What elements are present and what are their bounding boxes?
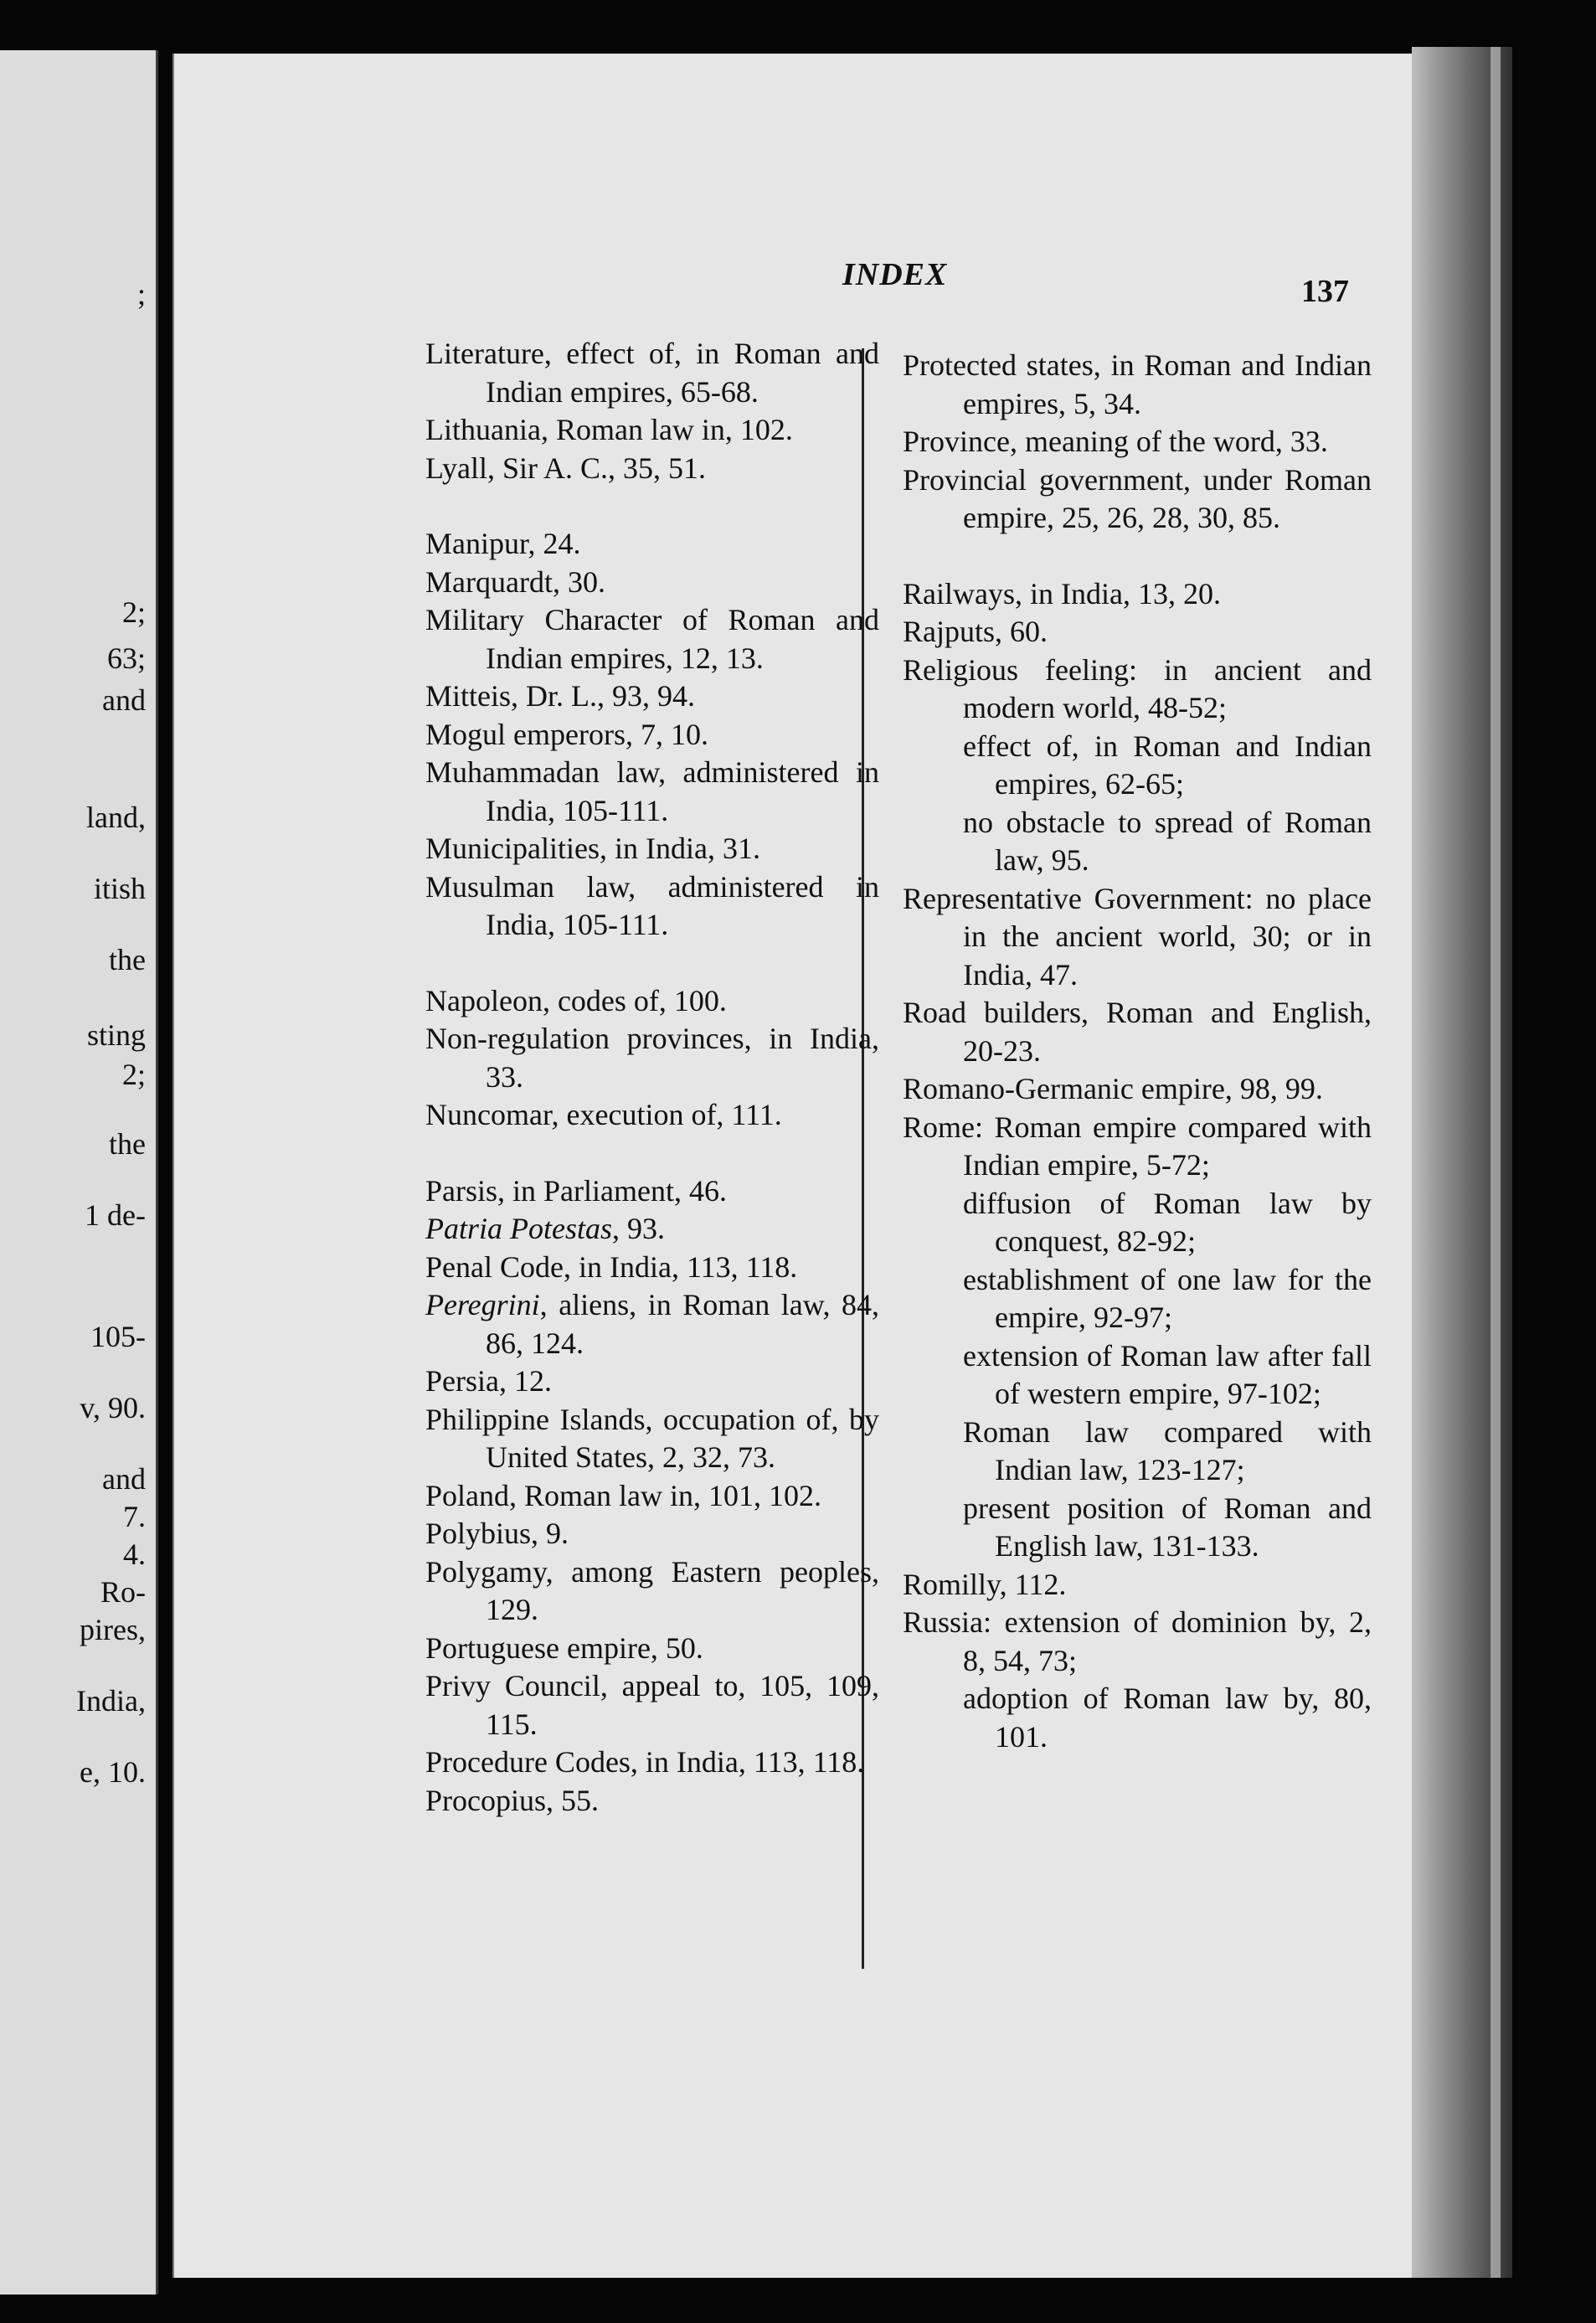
- index-entry-text: Romano-Germanic empire, 98, 99.: [903, 1072, 1323, 1105]
- facing-page-text-fragment: India,: [76, 1684, 146, 1718]
- index-entry: [425, 450, 879, 488]
- running-header-title: INDEX: [842, 257, 948, 292]
- index-entry-text: Lithuania, Roman law in, 102.: [425, 413, 793, 446]
- index-entry: [903, 423, 1372, 461]
- index-entry: [425, 677, 879, 716]
- index-entry-text: Nuncomar, execution of, 111.: [425, 1098, 782, 1131]
- facing-page-text-fragment: 105-: [90, 1320, 146, 1353]
- index-entry: [903, 1604, 1372, 1680]
- index-entry-text: Rajputs, 60.: [903, 615, 1048, 648]
- index-entry-text: Railways, in India, 13, 20.: [903, 576, 1221, 610]
- facing-page-text-fragment: ;: [136, 277, 146, 311]
- index-entry: [425, 1286, 879, 1362]
- index-entry: [425, 1515, 879, 1553]
- index-entry: [425, 1553, 879, 1630]
- index-entry: [903, 347, 1372, 423]
- index-entry-text: Military Character of Roman and Indian empires, 12, 13.: [425, 603, 879, 675]
- facing-page-text-fragment: the: [109, 943, 146, 976]
- index-entry-text: Provincial government, under Roman empire, 25, 26, 28, 30, 85.: [903, 462, 1372, 534]
- letter-group-gap: [425, 945, 879, 982]
- index-entry-text: Patria Potestas: [425, 1212, 612, 1245]
- facing-page-text-fragment: itish: [93, 872, 146, 905]
- index-entry-text: Penal Code, in India, 113, 118.: [425, 1249, 798, 1284]
- facing-page-text-fragment: land,: [86, 801, 146, 834]
- index-entry: [425, 1744, 879, 1782]
- index-entry: [903, 461, 1372, 538]
- index-subentry: [903, 1490, 1372, 1566]
- facing-page-text-fragment: and: [102, 683, 146, 717]
- index-entry: [425, 1172, 879, 1211]
- index-entry: [425, 830, 879, 868]
- index-entry: [903, 1070, 1372, 1109]
- index-entry: [425, 335, 879, 411]
- index-entry-text: Romilly, 112.: [903, 1567, 1067, 1601]
- index-subentry: [903, 1337, 1372, 1414]
- index-entry-text: no obstacle to spread of Roman law, 95.: [963, 805, 1372, 877]
- index-entry-text: Musulman law, administered in India, 105-111.: [425, 869, 879, 941]
- letter-group-gap: [903, 538, 1372, 575]
- index-entry: [903, 1109, 1372, 1185]
- index-entry: [425, 868, 879, 945]
- index-subentry: [903, 1680, 1372, 1756]
- facing-page-fragment: [0, 50, 158, 2295]
- index-entry-text: Persia, 12.: [425, 1364, 552, 1398]
- index-entry-text: Roman law compared with Indian law, 123-127;: [963, 1414, 1372, 1486]
- index-entry-text: Municipalities, in India, 31.: [425, 832, 760, 865]
- index-entry-text: Napoleon, codes of, 100.: [425, 983, 727, 1017]
- index-entry-text: Poland, Roman law in, 101, 102.: [425, 1478, 821, 1512]
- facing-page-text-fragment: Ro-: [100, 1575, 146, 1609]
- index-entry: [903, 994, 1372, 1070]
- index-entry-text: , aliens, in Roman law, 84, 86, 124.: [486, 1288, 879, 1360]
- index-entry-text: effect of, in Roman and Indian empires, 62-65;: [963, 729, 1372, 801]
- index-entry: [425, 1362, 879, 1401]
- index-entry: [425, 1477, 879, 1516]
- facing-page-text-fragment: 63;: [106, 641, 146, 675]
- index-entry-text: Religious feeling: in ancient and modern world, 48-52;: [903, 652, 1372, 724]
- index-entry: [425, 601, 879, 677]
- index-entry-text: present position of Roman and English law, 131-133.: [963, 1491, 1372, 1563]
- facing-page-text-fragment: pires,: [80, 1613, 146, 1646]
- index-entry-text: Representative Government: no place in the ancient world, 30; or in India, 47.: [903, 881, 1372, 992]
- index-entry: [425, 411, 879, 450]
- index-entry: [425, 1020, 879, 1096]
- index-entry: [425, 564, 879, 602]
- index-subentry: [903, 728, 1372, 804]
- index-entry: [903, 652, 1372, 728]
- index-entry: [425, 525, 879, 564]
- letter-group-gap: [425, 1135, 879, 1172]
- index-entry-text: establishment of one law for the empire, 92-97;: [963, 1262, 1372, 1334]
- index-entry-text: Polybius, 9.: [425, 1517, 569, 1550]
- index-entry-text: Procopius, 55.: [425, 1783, 599, 1817]
- index-entry-text: diffusion of Roman law by conquest, 82-92;: [963, 1186, 1372, 1258]
- index-subentry: [903, 1185, 1372, 1261]
- index-column-right: [903, 347, 1372, 1756]
- index-subentry: [903, 1261, 1372, 1337]
- facing-page-text-fragment: e, 10.: [80, 1755, 146, 1789]
- index-entry: [903, 880, 1372, 995]
- facing-page-text-fragment: 7.: [123, 1500, 146, 1533]
- index-entry-text: Literature, effect of, in Roman and Indian empires, 65-68.: [425, 337, 879, 409]
- index-subentry: [903, 804, 1372, 880]
- index-entry: [425, 1782, 879, 1821]
- index-entry-text: Lyall, Sir A. C., 35, 51.: [425, 451, 707, 485]
- index-page: [172, 54, 1455, 2278]
- index-subentry: [903, 1414, 1372, 1490]
- index-entry: [425, 1210, 879, 1249]
- index-entry-text: Manipur, 24.: [425, 527, 581, 560]
- facing-page-text-fragment: v, 90.: [80, 1391, 146, 1424]
- facing-page-text-fragment: the: [109, 1127, 146, 1161]
- index-entry-text: Parsis, in Parliament, 46.: [425, 1173, 727, 1208]
- facing-page-text-fragment: 1 de-: [85, 1198, 146, 1232]
- index-entry: [425, 1249, 879, 1287]
- page-edge: [1490, 47, 1501, 2278]
- index-entry-text: Province, meaning of the word, 33.: [903, 425, 1328, 458]
- index-entry: [425, 1401, 879, 1477]
- index-entry: [425, 716, 879, 755]
- index-entry-text: extension of Roman law after fall of western empire, 97-102;: [963, 1338, 1372, 1410]
- index-entry-text: Polygamy, among Eastern peoples, 129.: [425, 1554, 879, 1626]
- index-entry-text: Marquardt, 30.: [425, 564, 605, 599]
- facing-page-text-fragment: 2;: [121, 595, 146, 629]
- index-entry-text: Privy Council, appeal to, 105, 109, 115.: [425, 1669, 879, 1741]
- index-entry: [425, 754, 879, 830]
- facing-page-text-fragment: sting: [86, 1018, 146, 1052]
- letter-group-gap: [425, 487, 879, 525]
- index-column-left: [425, 335, 879, 1820]
- index-entry-text: Muhammadan law, administered in India, 105-111.: [425, 755, 879, 827]
- index-entry-text: Procedure Codes, in India, 113, 118.: [425, 1745, 865, 1779]
- index-entry-text: Philippine Islands, occupation of, by United States, 2, 32, 73.: [425, 1402, 879, 1474]
- index-entry-text: Peregrini: [425, 1288, 540, 1321]
- index-entry-text: Russia: extension of dominion by, 2, 8, 54, 73;: [903, 1605, 1372, 1677]
- facing-page-text-fragment: and: [102, 1462, 146, 1496]
- index-entry: [425, 1096, 879, 1135]
- index-entry: [903, 575, 1372, 614]
- index-entry-text: adoption of Roman law by, 80, 101.: [963, 1682, 1372, 1754]
- page-number: 137: [1301, 274, 1349, 309]
- index-entry-text: Rome: Roman empire compared with Indian empire, 5-72;: [903, 1110, 1372, 1182]
- index-entry-text: Road builders, Roman and English, 20-23.: [903, 996, 1372, 1068]
- index-entry: [425, 1667, 879, 1744]
- index-entry-text: Portuguese empire, 50.: [425, 1630, 703, 1665]
- index-entry: [903, 1566, 1372, 1604]
- index-entry-text: , 93.: [612, 1212, 665, 1245]
- index-entry-text: Mitteis, Dr. L., 93, 94.: [425, 679, 695, 713]
- index-entry: [425, 1630, 879, 1668]
- index-entry: [425, 982, 879, 1021]
- index-entry-text: Protected states, in Roman and Indian empires, 5, 34.: [903, 348, 1372, 420]
- facing-page-text-fragment: 4.: [123, 1538, 146, 1571]
- index-entry: [903, 613, 1372, 652]
- index-entry-text: Non-regulation provinces, in India, 33.: [425, 1022, 879, 1094]
- index-entry-text: Mogul emperors, 7, 10.: [425, 717, 708, 751]
- facing-page-text-fragment: 2;: [121, 1058, 146, 1091]
